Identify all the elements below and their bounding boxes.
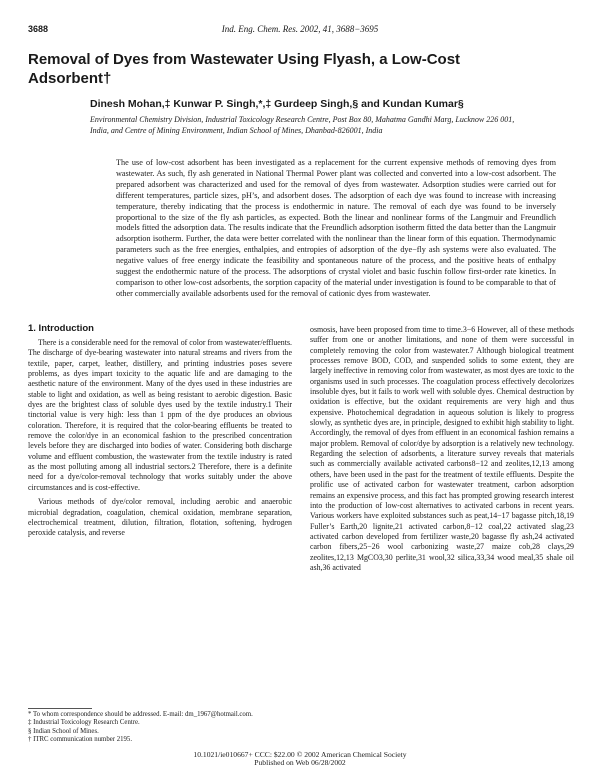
- body-paragraph: Various methods of dye/color removal, including aerobic and anaerobic microbial degradation, coagulation, chemical oxidation, membrane separation, electrochemical treatment, dilution, filtration, flotation, softening, hydrogen peroxide catalysis, and reverse: [28, 497, 292, 538]
- author-list: Dinesh Mohan,‡ Kunwar P. Singh,*,‡ Gurdeep Singh,§ and Kundan Kumar§: [90, 98, 464, 110]
- left-column: [28, 338, 292, 543]
- affiliation: Environmental Chemistry Division, Industrial Toxicology Research Centre, Post Box 80, Mahatma Gandhi Marg, Lucknow 226 001, India, and Centre of Mining Environment, Indian School of Mines, Dhanbad-826001, India: [90, 115, 515, 135]
- footnotes: [28, 711, 292, 744]
- right-column: [310, 325, 574, 573]
- running-head: Ind. Eng. Chem. Res. 2002, 41, 3688−3695: [221, 24, 379, 34]
- footnote: * To whom correspondence should be addressed. E-mail: dm_1967@hotmail.com.: [28, 711, 253, 718]
- body-paragraph: There is a considerable need for the removal of color from wastewater/effluents. The discharge of dye-bearing wastewater into natural streams and rivers from the textile, paper, carpet, leather, distillery, and printing industries poses severe problems, as dyes impart toxicity to the aquatic life and are damaging to the aesthetic nature of the environment. Many of the dyes used in these industries are stable to light and oxidation, as well as being resistant to aerobic digestion. Basic dyes are the brightest class of soluble dyes used by the textile industry.1 Their tinctorial value is very high: less than 1 ppm of the dye produces an obvious coloration. Therefore, it is required that the color-bearing effluents be treated to remove the color/dye in an economical fashion to the prescribed concentration levels before they are discharged into bodies of water. Considering both discharge volume and effluent combustion, the wastewater from the textile industry is rated as the most polluting among all industrial sectors.2 Therefore, there is a definite need for a dye/color-removal technology that works suitably under the above circumstances and is cost-effective.: [28, 338, 292, 492]
- article-title: Removal of Dyes from Wastewater Using Flyash, a Low-Cost Adsorbent†: [28, 51, 461, 87]
- page-number: 3688: [28, 24, 49, 34]
- doi-line: 10.1021/ie010667+ CCC: $22.00 © 2002 American Chemical Society: [193, 750, 407, 759]
- abstract: The use of low-cost adsorbent has been investigated as a replacement for the current expensive methods of removing dyes from wastewater. As such, fly ash generated in National Thermal Power plant was collected and converted into a low-cost adsorbent. The prepared adsorbent was characterized and used for the removal of dyes from wastewater. Adsorption studies were carried out for different temperatures, particle sizes, pH’s, and adsorbent doses. The adsorption of each dye was found to increase with increasing temperature, thereby indicating that the process is endothermic in nature. The removal of each dye was found to be inversely proportional to the size of the fly ash particles, as expected. Both the linear and nonlinear forms of the Langmuir and Freundlich models fitted the adsorption data. The results indicate that the Freundlich adsorption isotherm fitted the data better than the Langmuir adsorption isotherm. Further, the data were better correlated with the nonlinear than the linear form of this equation. Thermodynamic parameters such as the free energies, enthalpies, and entropies of adsorption of the dye−fly ash systems were also evaluated. The negative values of free energy indicate the feasibility and spontaneous nature of the process, and the positive heats of enthalpy suggest the endothermic nature of the process. The adsorptions of crystal violet and basic fuschin follow first-order rate kinetics. In comparison to other low-cost adsorbents, the sorption capacity of the material under investigation is found to be comparable to that of other commercially available adsorbents used for the removal of cationic dyes from wastewater.: [116, 158, 556, 298]
- footnote: † ITRC communication number 2195.: [28, 735, 133, 743]
- body-paragraph: osmosis, have been proposed from time to time.3−6 However, all of these methods suffer from one or another limitations, and none of them were successful in completely removing the color from wastewater.7 Although biological treatment processes remove BOD, COD, and suspended solids to some extent, they are largely ineffective in removing color from wastewater, as most dyes are toxic to the organisms used in such processes. The coagulation process effectively decolorizes insoluble dyes, but it fails to work well with soluble dyes. Chemical destruction by oxidation is effective, but the oxidant requirements are very high and thus expensive. Photochemical degradation in aqueous solution is likely to progress slowly, as synthetic dyes are, in principle, designed to exhibit high stability to light. Accordingly, the removal of dyes from effluent in an economical fashion remains a major problem. Removal of color/dye by adsorption is a relatively new technology. Regarding the selection of adsorbents, a literature survey reveals that materials such as commercially available activated carbons8−12 and zeolites,12,13 among others, have been used in the past for the treatment of textile effluents. Despite the prolific use of activated carbon for wastewater treatment, carbon adsorption remains an expensive process, and this fact has prompted growing research interest into the production of low-cost alternatives to activated carbons in recent years. Various workers have exploited substances such as peat,14−17 bagasse pitch,18,19 Fuller’s Earth,20 lignite,21 activated carbon,8−12 coal,22 activated slag,23 activated carbon developed from fertilizer waste,20 bagasse fly ash,24 activated carbon fibers,25−26 wool carbonizing waste,27 maize cob,28 clays,29 zeolites,12,13 MgCO3,30 perlite,31 wool,32 silica,33,34 wood meal,35 shale oil ash,36 activated: [310, 325, 574, 572]
- footnote-divider: [28, 708, 92, 709]
- publication-date: Published on Web 06/28/2002: [254, 758, 346, 767]
- section-heading: 1. Introduction: [28, 323, 94, 334]
- footnote: § Indian School of Mines.: [28, 727, 99, 735]
- footnote: ‡ Industrial Toxicology Research Centre.: [28, 719, 140, 727]
